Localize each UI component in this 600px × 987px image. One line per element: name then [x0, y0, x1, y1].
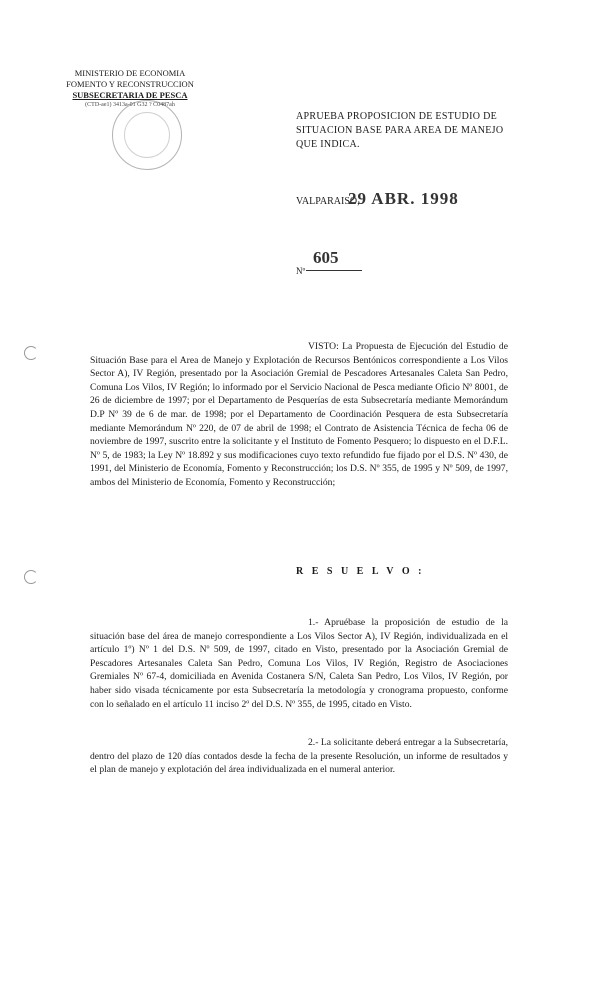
number-underline [306, 270, 362, 271]
visto-paragraph: VISTO: La Propuesta de Ejecución del Estudio de Situación Base para el Area de Manejo y Explotación de Recursos Bentónicos correspondiente a Los Vilos Sector A), IV Región, presentado por la Asociación Gremial de Pescadores Artesanales Caleta San Pedro, Comuna Los Vilos, IV Región; lo informado por el Servicio Nacional de Pesca mediante Oficio Nº 8001, de 26 de diciembre de 1997; por el Departamento de Pesquerías de esta Subsecretaría mediante Memorándum D.P Nº 39 de 6 de mar. de 1998; por el Departamento de Coordinación Pesquera de esta Subsecretaría mediante Memorándum Nº 220, de 07 de abril de 1998; el Contrato de Asistencia Técnica de fecha 06 de noviembre de 1997, suscrito entre la solicitante y el Instituto de Fomento Pesquero; lo dispuesto en el D.F.L. Nº 5, de 1983; la Ley Nº 18.892 y sus modificaciones cuyo texto refundido fue fijado por el D.S. Nº 430, de 1991, del Ministerio de Economía, Fomento y Reconstrucción; los D.S. Nº 355, de 1995 y Nº 509, de 1997, ambos del Ministerio de Economía, Fomento y Reconstrucción; [90, 341, 508, 488]
punch-hole-mark [24, 346, 38, 360]
resolution-number: 605 [313, 248, 339, 267]
letterhead-ministry-2: FOMENTO Y RECONSTRUCCION [66, 79, 194, 89]
date-stamp: 29 ABR. 1998 [348, 189, 459, 208]
resolution-article-1: 1.- Apruébase la proposición de estudio de la situación base del área de manejo correspondiente a Los Vilos Sector A), IV Región, individualizada en el artículo 1º) Nº 1 del D.S. Nº 509, de 1997, citado en Visto, presentado por la Asociación Gremial de Pescadores Artesanales Caleta San Pedro, Comuna Los Vilos, IV Región, Registro de Asociaciones Gremiales Nº 67-4, domiciliada en Avenida Costanera S/N, Caleta San Pedro, Los Vilos, IV Región, por haber sido visada técnicamente por esta Subsecretaría la metodología y cronograma propuesto, conforme con lo señalado en el artículo 11 inciso 2º del D.S. Nº 355, de 1995, citado en Visto. [90, 617, 508, 710]
resuelvo-heading: R E S U E L V O : [296, 566, 425, 577]
letterhead [50, 68, 210, 109]
punch-hole-mark [24, 570, 38, 584]
resolution-article-2: 2.- La solicitante deberá entregar a la Subsecretaría, dentro del plazo de 120 días contados desde la fecha de la presente Resolución, un informe de resultados y el plan de manejo y explotación del área individualizada en el numeral anterior. [90, 737, 508, 776]
official-seal-stamp-inner [124, 112, 170, 158]
letterhead-ministry: MINISTERIO DE ECONOMIA [74, 68, 186, 78]
subject-heading: APRUEBA PROPOSICION DE ESTUDIO DE SITUACION BASE PARA AREA DE MANEJO QUE INDICA. [296, 111, 504, 150]
number-label: Nº [296, 266, 306, 276]
letterhead-reference: (CTD-ae1) 3413a-01 G32 ? C0487ah [85, 102, 175, 108]
place-label: VALPARAISO, [296, 196, 360, 207]
letterhead-subsecretaria: SUBSECRETARIA DE PESCA [72, 90, 188, 100]
